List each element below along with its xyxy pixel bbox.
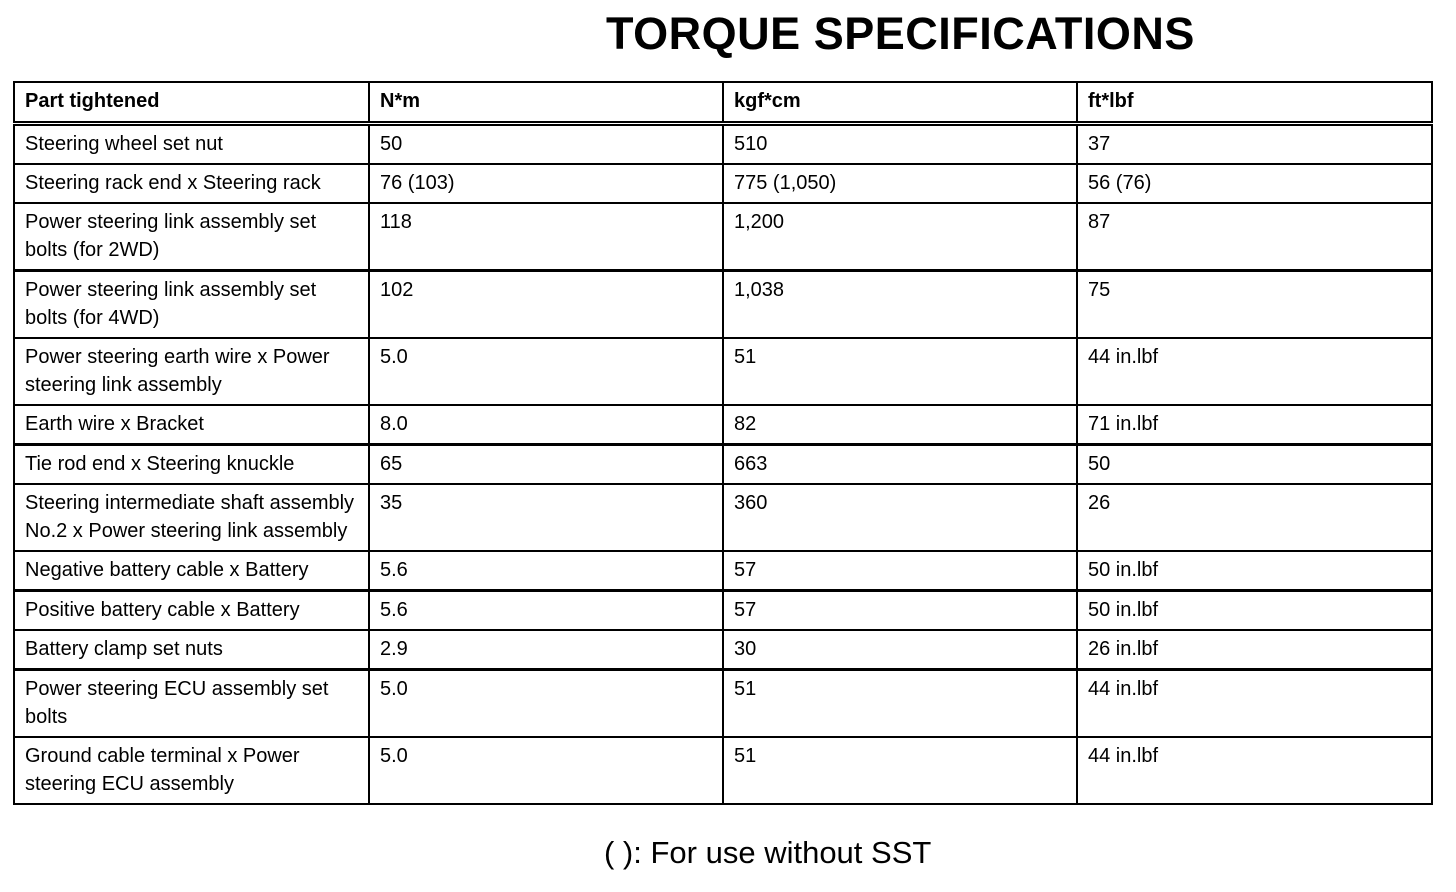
- cell-ftlbf: 37: [1077, 124, 1432, 165]
- cell-nm: 5.0: [369, 737, 723, 804]
- table-row: [14, 551, 1432, 591]
- cell-part: Power steering earth wire x Power steering link assembly: [14, 338, 369, 405]
- cell-part: Power steering link assembly set bolts (for 2WD): [14, 203, 369, 271]
- table-row: [14, 484, 1432, 551]
- table-header-row: [14, 82, 1432, 124]
- cell-part: Steering rack end x Steering rack: [14, 164, 369, 203]
- cell-part: Tie rod end x Steering knuckle: [14, 445, 369, 485]
- cell-kgfcm: 510: [723, 124, 1077, 165]
- cell-nm: 5.0: [369, 338, 723, 405]
- cell-nm: 65: [369, 445, 723, 485]
- cell-ftlbf: 56 (76): [1077, 164, 1432, 203]
- cell-nm: 102: [369, 271, 723, 339]
- cell-nm: 5.6: [369, 591, 723, 631]
- cell-kgfcm: 51: [723, 670, 1077, 738]
- cell-ftlbf: 50 in.lbf: [1077, 551, 1432, 591]
- torque-spec-table: [13, 81, 1433, 805]
- cell-nm: 35: [369, 484, 723, 551]
- cell-ftlbf: 71 in.lbf: [1077, 405, 1432, 445]
- table-row: [14, 203, 1432, 271]
- cell-ftlbf: 75: [1077, 271, 1432, 339]
- table-row: [14, 124, 1432, 165]
- cell-nm: 76 (103): [369, 164, 723, 203]
- cell-part: Power steering link assembly set bolts (for 4WD): [14, 271, 369, 339]
- cell-ftlbf: 44 in.lbf: [1077, 670, 1432, 738]
- column-header-kgfcm: kgf*cm: [723, 82, 1077, 124]
- cell-kgfcm: 1,038: [723, 271, 1077, 339]
- cell-part: Battery clamp set nuts: [14, 630, 369, 670]
- column-header-nm: N*m: [369, 82, 723, 124]
- cell-part: Negative battery cable x Battery: [14, 551, 369, 591]
- cell-nm: 8.0: [369, 405, 723, 445]
- table-row: [14, 338, 1432, 405]
- table-row: [14, 737, 1432, 804]
- cell-part: Power steering ECU assembly set bolts: [14, 670, 369, 738]
- cell-nm: 2.9: [369, 630, 723, 670]
- table-row: [14, 445, 1432, 485]
- cell-nm: 118: [369, 203, 723, 271]
- cell-kgfcm: 360: [723, 484, 1077, 551]
- cell-kgfcm: 51: [723, 338, 1077, 405]
- table-row: [14, 405, 1432, 445]
- table-row: [14, 670, 1432, 738]
- table-row: [14, 591, 1432, 631]
- cell-kgfcm: 775 (1,050): [723, 164, 1077, 203]
- page-title: TORQUE SPECIFICATIONS: [606, 8, 1195, 59]
- cell-kgfcm: 57: [723, 591, 1077, 631]
- table-row: [14, 271, 1432, 339]
- cell-part: Steering wheel set nut: [14, 124, 369, 165]
- cell-part: Earth wire x Bracket: [14, 405, 369, 445]
- cell-nm: 5.0: [369, 670, 723, 738]
- cell-kgfcm: 30: [723, 630, 1077, 670]
- cell-ftlbf: 26 in.lbf: [1077, 630, 1432, 670]
- cell-part: Ground cable terminal x Power steering ECU assembly: [14, 737, 369, 804]
- cell-part: Steering intermediate shaft assembly No.2 x Power steering link assembly: [14, 484, 369, 551]
- cell-nm: 50: [369, 124, 723, 165]
- footnote: ( ): For use without SST: [604, 835, 932, 870]
- cell-kgfcm: 82: [723, 405, 1077, 445]
- cell-ftlbf: 44 in.lbf: [1077, 338, 1432, 405]
- cell-kgfcm: 57: [723, 551, 1077, 591]
- cell-ftlbf: 44 in.lbf: [1077, 737, 1432, 804]
- cell-ftlbf: 50: [1077, 445, 1432, 485]
- column-header-ftlbf: ft*lbf: [1077, 82, 1432, 124]
- table-row: [14, 164, 1432, 203]
- cell-ftlbf: 50 in.lbf: [1077, 591, 1432, 631]
- column-header-part: Part tightened: [14, 82, 369, 124]
- cell-part: Positive battery cable x Battery: [14, 591, 369, 631]
- cell-kgfcm: 1,200: [723, 203, 1077, 271]
- cell-ftlbf: 87: [1077, 203, 1432, 271]
- cell-ftlbf: 26: [1077, 484, 1432, 551]
- cell-kgfcm: 663: [723, 445, 1077, 485]
- cell-kgfcm: 51: [723, 737, 1077, 804]
- cell-nm: 5.6: [369, 551, 723, 591]
- table-row: [14, 630, 1432, 670]
